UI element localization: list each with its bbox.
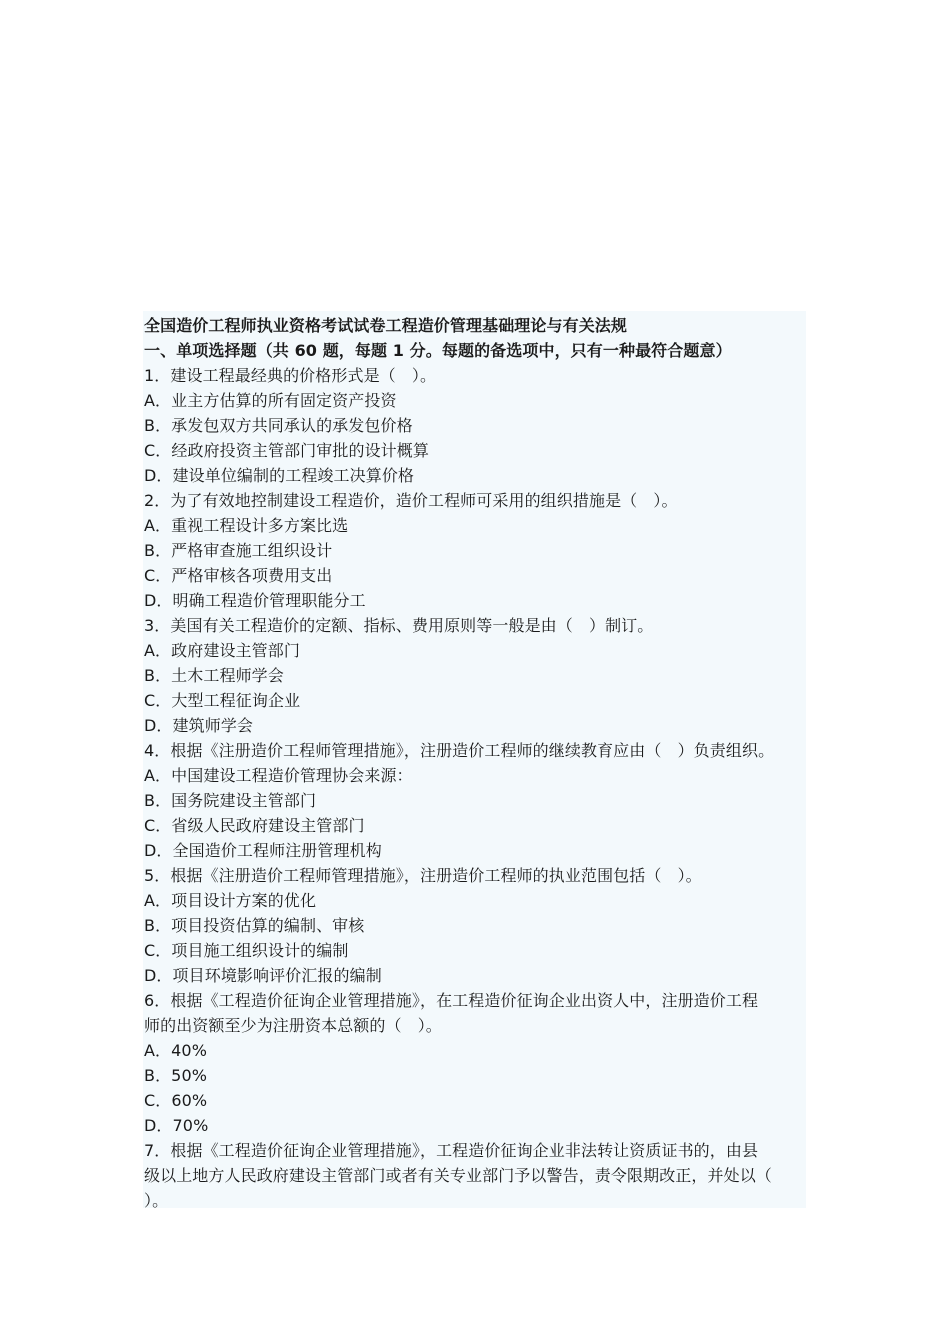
question-2-option-c: C．严格审核各项费用支出	[144, 566, 333, 585]
question-1-option-c: C．经政府投资主管部门审批的设计概算	[144, 441, 429, 460]
question-3-option-c: C．大型工程征询企业	[144, 691, 301, 710]
question-4-option-a: A．中国建设工程造价管理协会来源：	[144, 766, 413, 785]
question-2: 2．为了有效地控制建设工程造价，造价工程师可采用的组织措施是（ ）。	[144, 491, 678, 510]
question-3-option-a: A．政府建设主管部门	[144, 641, 300, 660]
question-6-option-b: B．50%	[144, 1066, 208, 1085]
question-5-option-b: B．项目投资估算的编制、审核	[144, 916, 365, 935]
section-heading: 一、单项选择题（共 60 题，每题 1 分。每题的备选项中，只有一种最符合题意）	[144, 341, 732, 360]
question-3: 3．美国有关工程造价的定额、指标、费用原则等一般是由（ ）制订。	[144, 616, 654, 635]
question-5-option-c: C．项目施工组织设计的编制	[144, 941, 349, 960]
question-6-option-d: D．70%	[144, 1116, 209, 1135]
question-1-option-a: A．业主方估算的所有固定资产投资	[144, 391, 397, 410]
question-3-option-b: B．土木工程师学会	[144, 666, 284, 685]
question-6-option-a: A．40%	[144, 1041, 208, 1060]
question-6-line-1: 6．根据《工程造价征询企业管理措施》，在工程造价征询企业出资人中，注册造价工程	[144, 991, 759, 1010]
question-1-option-d: D．建设单位编制的工程竣工决算价格	[144, 466, 415, 485]
question-2-option-d: D．明确工程造价管理职能分工	[144, 591, 366, 610]
question-1: 1．建设工程最经典的价格形式是（ ）。	[144, 366, 437, 385]
question-5-option-d: D．项目环境影响评价汇报的编制	[144, 966, 382, 985]
document-title: 全国造价工程师执业资格考试试卷工程造价管理基础理论与有关法规	[144, 316, 628, 335]
question-7-line-3: ）。	[144, 1191, 169, 1210]
question-4: 4．根据《注册造价工程师管理措施》，注册造价工程师的继续教育应由（ ）负责组织。	[144, 741, 775, 760]
question-4-option-c: C．省级人民政府建设主管部门	[144, 816, 365, 835]
question-3-option-d: D．建筑师学会	[144, 716, 254, 735]
question-2-option-a: A．重视工程设计多方案比选	[144, 516, 349, 535]
question-6-option-c: C．60%	[144, 1091, 208, 1110]
question-4-option-d: D．全国造价工程师注册管理机构	[144, 841, 382, 860]
question-2-option-b: B．严格审查施工组织设计	[144, 541, 333, 560]
question-1-option-b: B．承发包双方共同承认的承发包价格	[144, 416, 413, 435]
question-5: 5．根据《注册造价工程师管理措施》，注册造价工程师的执业范围包括（ ）。	[144, 866, 702, 885]
question-7-line-1: 7．根据《工程造价征询企业管理措施》，工程造价征询企业非法转让资质证书的，由县	[144, 1141, 759, 1160]
question-5-option-a: A．项目设计方案的优化	[144, 891, 317, 910]
question-6-line-2: 师的出资额至少为注册资本总额的（ ）。	[144, 1016, 442, 1035]
question-4-option-b: B．国务院建设主管部门	[144, 791, 317, 810]
question-7-line-2: 级以上地方人民政府建设主管部门或者有关专业部门予以警告，责令限期改正，并处以（	[144, 1166, 772, 1185]
